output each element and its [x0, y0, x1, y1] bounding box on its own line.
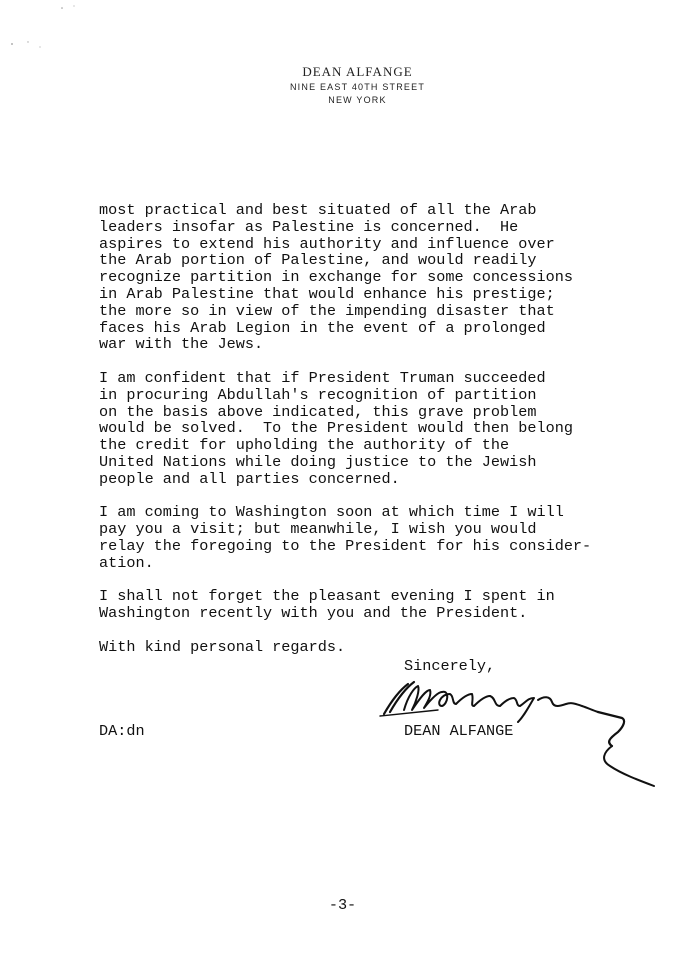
paragraph [99, 588, 639, 622]
text-line: in procuring Abdullah's recognition of partition [99, 385, 537, 404]
text-line: Washington recently with you and the President. [99, 604, 528, 623]
text-line: the credit for upholding the authority of the [99, 436, 510, 455]
paper-specks [0, 0, 120, 60]
text-line: I am coming to Washington soon at which time I will [99, 503, 564, 522]
letterhead [0, 64, 685, 107]
text-line: pay you a visit; but meanwhile, I wish you would [99, 520, 537, 539]
text-line: With kind personal regards. [99, 637, 346, 656]
letterhead-city: NEW YORK [328, 95, 387, 105]
page-number: -3- [328, 896, 357, 914]
letterhead-street: NINE EAST 40TH STREET [289, 82, 426, 92]
text-line: aspires to extend his authority and influence over [99, 234, 555, 253]
paragraph [99, 370, 639, 488]
text-line: would be solved. To the President would then belong [99, 419, 573, 438]
text-line: recognize partition in exchange for some concessions [99, 268, 573, 287]
text-line: on the basis above indicated, this grave problem [99, 402, 537, 421]
paragraph [99, 202, 639, 353]
text-line: war with the Jews. [99, 335, 264, 354]
text-line: ation. [99, 553, 154, 572]
text-line: the more so in view of the impending disaster that [99, 301, 555, 320]
text-line: in Arab Palestine that would enhance his prestige; [99, 284, 555, 303]
closing-salutation: Sincerely, [404, 657, 496, 675]
letterhead-name: DEAN ALFANGE [302, 64, 413, 79]
paragraph [99, 504, 639, 571]
text-line: the Arab portion of Palestine, and would readily [99, 251, 537, 270]
text-line: leaders insofar as Palestine is concerned. He [99, 217, 519, 236]
signer-name: DEAN ALFANGE [404, 722, 514, 740]
paragraph [99, 639, 639, 656]
text-line: people and all parties concerned. [99, 469, 400, 488]
text-line: most practical and best situated of all the Arab [99, 201, 537, 219]
text-line: I shall not forget the pleasant evening I spent in [99, 587, 555, 606]
text-line: United Nations while doing justice to the Jewish [99, 452, 537, 471]
text-line: faces his Arab Legion in the event of a prolonged [99, 318, 546, 337]
text-line: I am confident that if President Truman succeeded [99, 368, 546, 387]
typist-initials: DA:dn [99, 722, 145, 740]
text-line: relay the foregoing to the President for his consider- [99, 536, 592, 555]
letter-body [99, 202, 639, 672]
